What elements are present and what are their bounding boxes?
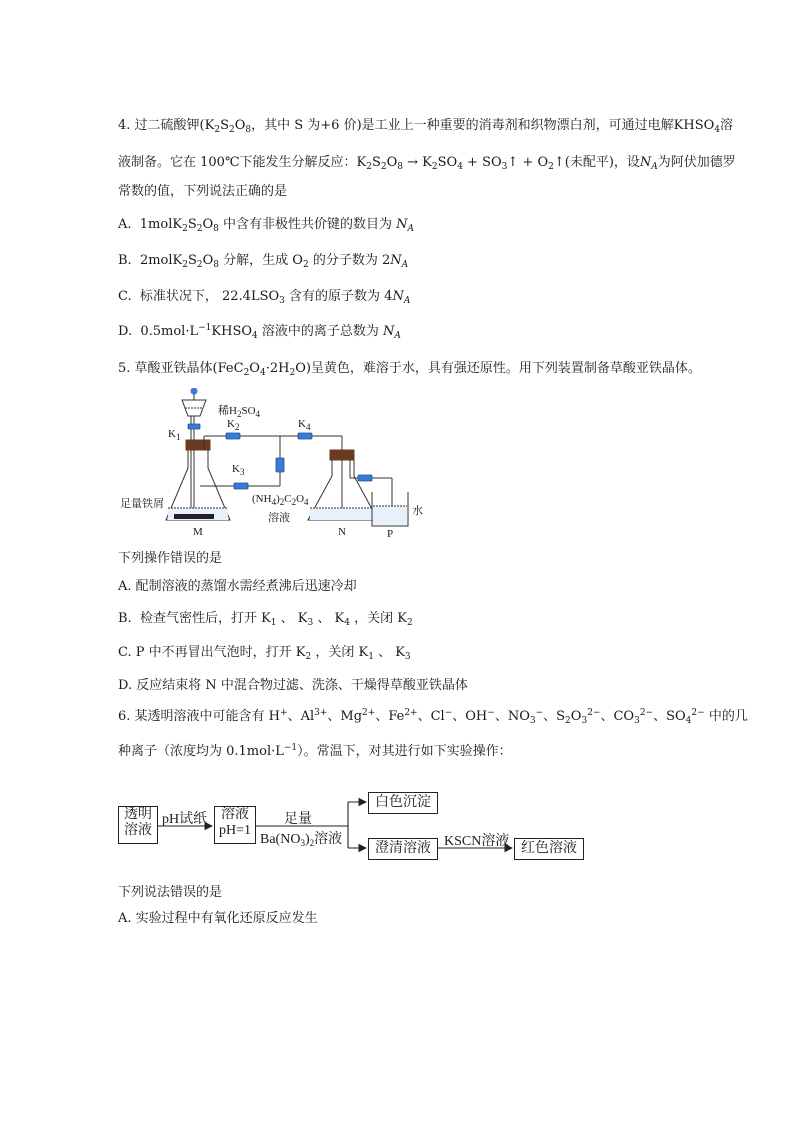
q4-stem-line2	[118, 154, 736, 172]
q4-na: $N_A$	[639, 155, 658, 172]
q4-option-a: A. $1molK_2S_2O_8$ 中含有非极性共价键的数目为 $N_A$	[118, 217, 415, 234]
box-text: pH=1	[218, 823, 251, 838]
q5-option-c: C. P 中不再冒出气泡时，打开 $K_2$ ，关闭 $K_1$ 、 $K_3$	[118, 645, 411, 662]
q6-flow-diagram	[118, 778, 618, 878]
k4-label: $K_4$	[298, 418, 311, 432]
box-text: 溶液	[124, 823, 152, 838]
flow-box-transparent-solution	[118, 806, 158, 844]
oxalate-label: $(NH_4)_2C_2O_4$	[252, 493, 309, 507]
q4-stem-line3: 常数的值，下列说法正确的是	[118, 184, 288, 199]
q5-prompt: 下列操作错误的是	[118, 551, 223, 566]
reagent-label: $Ba(NO_3)_2$溶液	[260, 832, 343, 848]
flask-m-label: M	[193, 526, 203, 538]
q5-apparatus-diagram	[120, 388, 460, 543]
reagent-amount-label: 足量	[284, 812, 312, 827]
q6-prompt: 下列说法错误的是	[118, 885, 223, 900]
k1-label: $K_1$	[168, 428, 181, 442]
q4-formula-k2s2o8: $K_2S_2O_8$	[204, 118, 252, 135]
q6-stem-line1: 6. 某透明溶液中可能含有 H+、$Al^{3+}$、$Mg^{2+}$、$Fe^{2+}$、Cl−、OH−、$NO_3^-$、$S_2O_3^{2-}$、$CO_3^{2-}$、$SO_4^{2-}$ 中的几	[118, 708, 748, 726]
q4-stem-part: 溶	[720, 118, 734, 133]
water-label: 水	[412, 505, 423, 517]
q5-option-d: D. 反应结束将 N 中混合物过滤、洗涤、干燥得草酸亚铁晶体	[118, 678, 468, 693]
q4-reaction-equation: $K_2S_2O_8 \to K_2SO_4$ + $SO_3↑$ + $O_2↑$	[356, 155, 565, 172]
flask-n-label: N	[338, 526, 346, 538]
q4-formula-khso4: $KHSO_4$	[673, 118, 721, 135]
flow-box-clear-solution: 澄清溶液	[368, 838, 438, 860]
box-text: 透明	[124, 807, 152, 822]
beaker-p-label: P	[387, 528, 394, 540]
q4-stem-part: 为阿伏加德罗	[657, 155, 736, 170]
iron-label: 足量铁屑	[120, 498, 164, 510]
flow-box-ph1-solution	[214, 806, 256, 844]
arrow-label-ph-paper: pH试纸	[162, 812, 208, 827]
flow-box-white-precipitate: 白色沉淀	[368, 792, 438, 814]
q5-option-b: B. 检查气密性后，打开 $K_1$ 、 $K_3$ 、 $K_4$ ，关闭 $K_2$	[118, 611, 413, 628]
acid-label: 稀$H_2SO_4$	[218, 405, 261, 419]
q4-option-d: D. $0.5mol\cdot L^{-1}KHSO_4$ 溶液中的离子总数为 $N_A$	[118, 323, 401, 341]
apparatus-svg	[160, 388, 460, 543]
oxalate-solution-label: 溶液	[268, 512, 290, 524]
q4-option-c: C. 标准状况下， $22.4LSO_3$ 含有的原子数为 $4N_A$	[118, 289, 411, 306]
q4-stem-part: 液制备。它在 100℃下能发生分解反应：	[118, 155, 357, 170]
q6-stem-line2: 种离子（浓度均为 $0.1mol\cdot L^{-1}$）。常温下，对其进行如下实验操作：	[118, 743, 512, 759]
q4-stem-part: ，其中 S 为+6 价)是工业上一种重要的消毒剂和织物漂白剂，可通过电解	[251, 118, 674, 133]
q4-stem-line1	[118, 117, 733, 135]
q4-stem-part: 4. 过二硫酸钾(	[118, 118, 205, 133]
flow-box-red-solution: 红色溶液	[514, 838, 584, 860]
k3-label: $K_3$	[232, 463, 245, 477]
q5-stem: 5. 草酸亚铁晶体$(FeC_2O_4\cdot 2H_2O)$呈黄色，难溶于水，具有强还原性。用下列装置制备草酸亚铁晶体。	[118, 361, 701, 378]
box-text: 溶液	[221, 807, 249, 822]
q5-option-a: A. 配制溶液的蒸馏水需经煮沸后迅速冷却	[118, 579, 357, 594]
k2-label: $K_2$	[227, 418, 240, 432]
q6-option-a: A. 实验过程中有氧化还原反应发生	[118, 911, 318, 926]
q4-option-b: B. $2molK_2S_2O_8$ 分解，生成 $O_2$ 的分子数为 $2N_A$	[118, 253, 409, 270]
arrow-label-kscn: KSCN溶液	[444, 834, 510, 849]
q4-stem-part: (未配平)，设	[564, 155, 640, 170]
